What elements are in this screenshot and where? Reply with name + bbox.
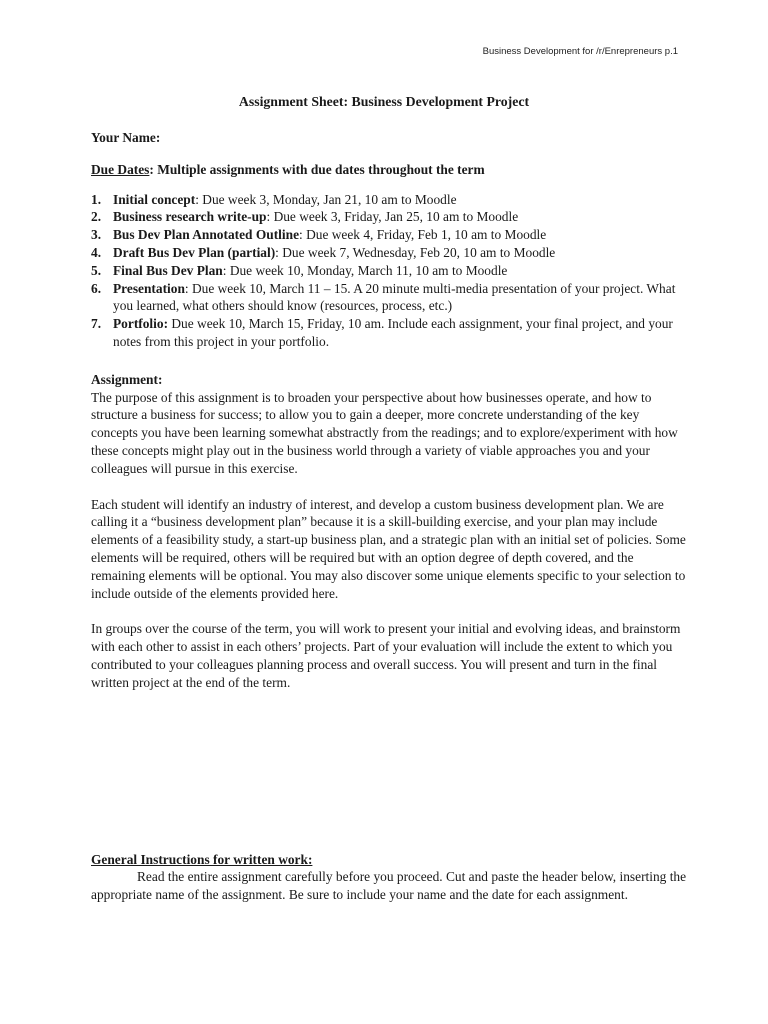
due-date-item: [91, 244, 687, 262]
general-instructions-text: Read the entire assignment carefully before you proceed. Cut and paste the header below, inserting the appropriate name of the assignment. Be sure to include your name and the date for each assignment.: [91, 869, 687, 903]
due-dates-list: [91, 191, 687, 351]
page-header-note: Business Development for /r/Enrepreneurs p.1: [482, 46, 678, 57]
due-date-number: 1.: [91, 191, 102, 207]
due-date-item: [91, 191, 687, 209]
due-date-item: [91, 208, 687, 226]
due-date-title: Draft Bus Dev Plan (partial): [113, 244, 276, 260]
due-date-title: Final Bus Dev Plan: [113, 262, 223, 278]
due-date-text: : Due week 7, Wednesday, Feb 20, 10 am to Moodle: [275, 244, 556, 260]
general-instructions-heading: General Instructions for written work:: [91, 852, 313, 867]
document-body: [91, 129, 687, 710]
due-date-number: 6.: [91, 280, 102, 296]
due-date-text: : Due week 10, March 11 – 15. A 20 minute multi-media presentation of your project. What you learned, what others should know (resources, process, etc.): [113, 280, 676, 314]
due-date-title: Portfolio:: [113, 316, 169, 332]
due-date-number: 5.: [91, 262, 102, 278]
due-date-text: : Due week 3, Friday, Jan 25, 10 am to Moodle: [266, 209, 519, 225]
due-date-number: 7.: [91, 316, 102, 332]
due-date-number: 3.: [91, 227, 102, 243]
assignment-heading: Assignment:: [91, 371, 163, 387]
assignment-paragraph: The purpose of this assignment is to broaden your perspective about how businesses operate, and how to structure a business for success; to allow you to gain a deeper, more concrete understanding of the key concepts you have been learning somewhat abstractly from the readings; and to explore/experiment with how these concepts might play out in the business world through a variety of viable approaches you and your colleagues will pursue in this exercise.: [91, 389, 678, 476]
due-date-item: [91, 315, 687, 351]
due-date-text: : Due week 4, Friday, Feb 1, 10 am to Moodle: [299, 227, 547, 243]
due-date-text: : Due week 10, Monday, March 11, 10 am to Moodle: [222, 262, 508, 278]
due-dates-label: Due Dates: [91, 161, 150, 177]
due-date-item: [91, 226, 687, 244]
due-date-item: [91, 280, 687, 316]
page-title: Assignment Sheet: Business Development Project: [238, 94, 530, 109]
due-date-item: [91, 262, 687, 280]
due-date-text: Due week 10, March 15, Friday, 10 am. Include each assignment, your final project, and your notes from this project in your portfolio.: [113, 316, 673, 349]
due-date-title: Initial concept: [113, 191, 196, 207]
your-name-label: Your Name:: [91, 130, 161, 145]
due-date-title: Presentation: [113, 280, 185, 296]
due-date-title: Bus Dev Plan Annotated Outline: [113, 227, 300, 243]
due-date-title: Business research write-up: [113, 209, 267, 225]
due-date-number: 4.: [91, 244, 102, 260]
due-dates-heading-rest: : Multiple assignments with due dates throughout the term: [149, 161, 485, 177]
due-date-text: : Due week 3, Monday, Jan 21, 10 am to Moodle: [195, 191, 457, 207]
due-date-number: 2.: [91, 209, 102, 225]
assignment-paragraph: Each student will identify an industry of interest, and develop a custom business development plan. We are calling it a “business development plan” because it is a skill-building exercise, and your plan may include elements of a feasibility study, a start-up business plan, and a strategic plan with an initial set of policies. Some elements will be required, others will be required but with an option degree of depth covered, and the remaining elements will be optional. You may also discover some unique elements specific to your selection to include outside of the elements provided here.: [91, 496, 686, 601]
assignment-paragraph: In groups over the course of the term, you will work to present your initial and evolving ideas, and brainstorm with each other to assist in each others’ projects. Part of your evaluation will include the extent to which you contributed to your colleagues planning process and overall success. You will present and turn in the final written project at the end of the term.: [91, 621, 681, 690]
due-dates-heading: [91, 161, 687, 179]
